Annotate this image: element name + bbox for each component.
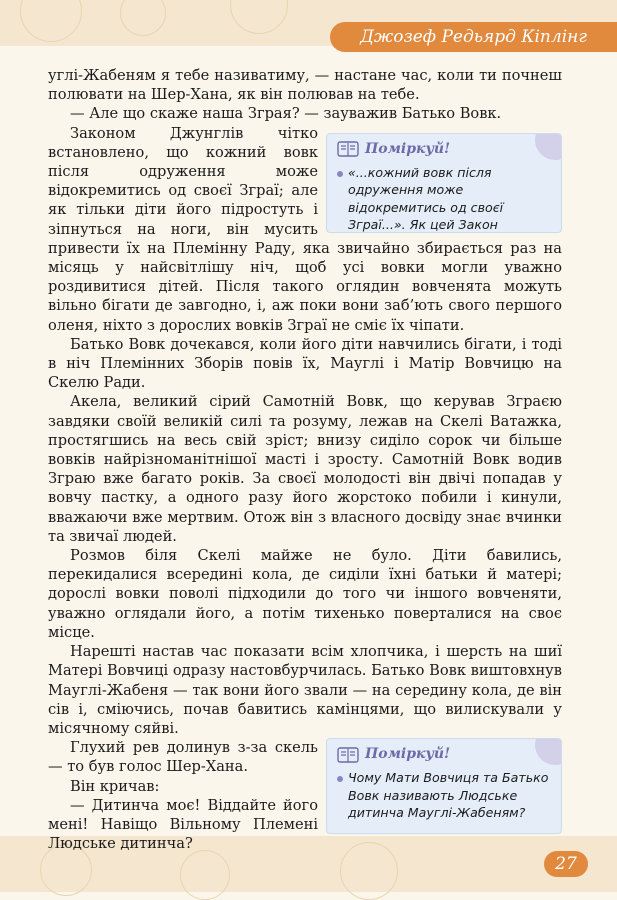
paragraph: Законом Джунглів чітко встановлено, що кожний вовк після одруження може відокремитись од своєї Зграї; але як тільки діти його підростуть і зіпнуться на ноги, він мусить привести їх на Племінну Раду, яка звичайно збирається раз на місяць у найсвітлішу ніч, щоб усі вовки могли уважно роздивитися дітей. Після такого оглядин вовченята можуть вільно бігати де завгодно, і, аж поки вони заб’ють свого першого оленя, ніхто з дорослих вовків Зграї не сміє їх чіпати. — [48, 124, 562, 334]
open-book-icon — [337, 141, 359, 157]
think-box-title-text: Поміркуй! — [365, 746, 451, 763]
think-box-question: Чому Мати Вовчиця та Батько Вовк називають Людське дитинча Мауглі-Жабеням? — [348, 770, 549, 821]
bullet-icon — [337, 171, 343, 177]
think-box-title — [337, 745, 551, 764]
think-box-1 — [326, 133, 562, 233]
page-number: 27 — [555, 854, 577, 874]
paragraph: Глухий рев долинув з-за скель — то був голос Шер-Хана. — [48, 739, 318, 776]
ornament-decoration — [180, 850, 230, 900]
paragraph: — Дитинча моє! Віддайте його мені! Навіщо Вільному Племені Людське дитинча? — [48, 796, 318, 853]
paragraph: Він кричав: — [70, 777, 160, 795]
paragraph: углі-Жабеням я тебе називатиму, — настане час, коли ти почнеш полювати на Шер-Хана, як він полював на тебе. — [48, 67, 562, 104]
paragraph: Батько Вовк дочекався, коли його діти навчились бігати, і тоді в ніч Племінних Зборів повів їх, Мауглі і Матір Вовчицю на Скелю Ради. — [48, 335, 562, 392]
page-number-badge — [544, 851, 588, 877]
bullet-icon — [337, 776, 343, 782]
paragraph: — Але що скаже наша Зграя? — зауважив Батько Вовк. — [70, 105, 502, 123]
paragraph: Нарешті настав час показати всім хлопчика, і шерсть на шиї Матері Вовчиці одразу настовбурчилась. Батько Вовк виштовхнув Мауглі-Жабеня — так вони його звали — на середину кола, де він сів і, сміючись, почав бавитись камінцями, що вилискували у місячному сяйві. — [48, 643, 562, 737]
think-box-question: «...кожний вовк після одруження може відокремитись од своєї Зграї...». Як цей Закон — [348, 164, 504, 233]
ornament-decoration — [20, 0, 82, 42]
open-book-icon — [337, 747, 359, 763]
paragraph: Розмов біля Скелі майже не було. Діти бавились, перекидалися всередині кола, де сиділи їхні батьки й матері; дорослі вовки поволі підходили до того чи іншого вовченяти, уважно оглядали його, а потім тихенько поверталися на своє місце. — [48, 547, 562, 641]
think-box-title-text: Поміркуй! — [365, 140, 451, 157]
think-box-2 — [326, 738, 562, 834]
think-box-title — [337, 140, 551, 159]
author-banner — [330, 22, 617, 52]
paragraph: Акела, великий сірий Самотній Вовк, що керував Зграєю завдяки своїй великій силі та розуму, лежав на Скелі Ватажка, простягшись на весь свій зріст; внизу сиділо сорок чи більше вовків найрізноманітнішої масті і зросту. Самотній Вовк водив Зграю вже багато років. За своєї молодості він двічі попадав у вовчу пастку, а одного разу його жорстоко побили і кинули, вважаючи вже мертвим. Отож він з власного досвіду знає вчинки та звичаї людей. — [48, 393, 562, 545]
ornament-decoration — [230, 0, 288, 34]
main-text — [48, 66, 562, 853]
ornament-decoration — [120, 0, 166, 36]
author-name: Джозеф Редьярд Кіплінг — [360, 27, 587, 47]
